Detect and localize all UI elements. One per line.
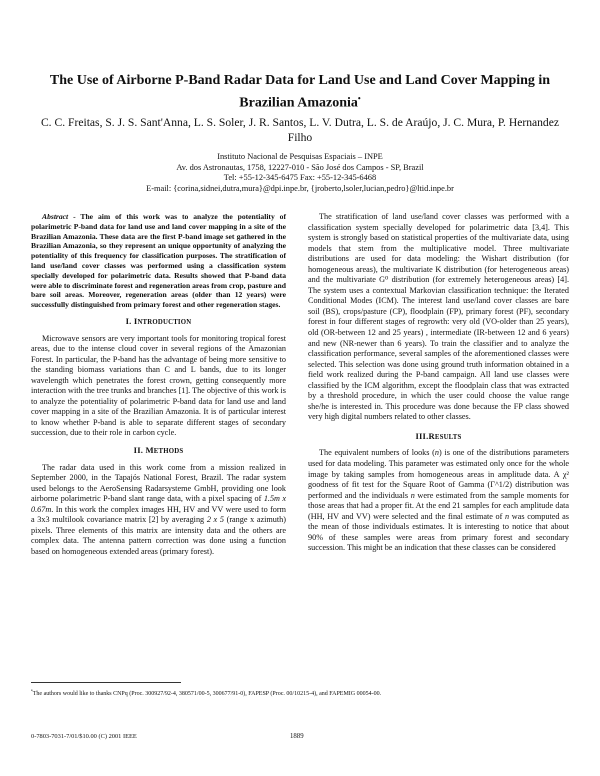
left-column: [31, 212, 286, 557]
footnote: [31, 688, 571, 698]
page-number: 1889: [290, 733, 304, 740]
methods-paragraph: The radar data used in this work come from a mission realized in September 2000, in the Tapajós National Forest, Brazil. The radar system used belongs to the AeroSensing Radarsysteme GmbH, providing one look airborne polarimetric P-band slant range data, with a pixel spacing of 1.5m x 0.67m. In this work the complex images HH, HV and VV were used to form a 3x3 multilook covariance matrix [2] by averaging 2 x 5 (range x azimuth) pixels. Three elements of this matrix are intensity data and the others are complex data. The antenna pattern correction was done using a function based on homogeneous extended areas (primary forest).: [31, 462, 287, 556]
contact-phone: Tel: +55-12-345-6475 Fax: +55-12-345-6468: [223, 173, 377, 183]
classification-paragraph: The stratification of land use/land cover classes was performed with a classification system specially developed for polarimetric data [3,4]. This system is strongly based on statistical properties of the multivariate data, using models that stem from the multiplicative model. Three multivariate distributions are used for data modeling: the Wishart distribution (for homogeneous areas), the multivariate K distribution (for heterogeneous areas) and the multivariate G⁰ distribution (for extremely heterogeneous areas) [4]. The system uses a contextual Markovian classification technique: the Iterated Conditional Modes (ICM). The interest land use/land cover classes are bare soil (BS), crops/pasture (CP), floodplain (FP), primary forest (PF), secondary forest in four different stages of regrowth: very old (VO-older than 25 years), old (OR-between 12 and 25 years) , intermediate (IR-between 12 and 6 years) and new (NR-newer than 6 years). To train the classifier and to analyze the classification performance, several samples of the aforementioned classes were selected. This selection was done using ground truth information obtained in a field work realized during the P-band campaign. All land use classes were classified by the ICM algorithm, except the floodplain class that was extracted by a threshold procedure, in which the user could choose the value range she/he is interested in. This procedure was done because the FP class showed very high digital numbers related to other classes.: [308, 212, 569, 422]
section-heading-results: III.RESULTS: [415, 430, 462, 441]
title-footnote-mark: •: [357, 94, 361, 103]
contact-email: E-mail: {corina,sidnei,dutra,mura}@dpi.inpe.br, {jroberto,lsoler,lucian,pedro}@ltid.inpe.br: [146, 183, 454, 193]
right-column: [308, 212, 569, 554]
averaging-window: 2 x 5: [206, 515, 224, 525]
institute-name: Instituto Nacional de Pesquisas Espaciais – INPE: [217, 152, 383, 161]
pixel-spacing: 1.5m x 0.67m: [31, 494, 287, 514]
results-paragraph: The equivalent numbers of looks (n) is one of the distributions parameters used for data modeling. This parameter was estimated only once for the whole image by taking samples from homogeneous areas in amplitude data. A χ² goodness of fit test for the Square Root of Gamma (Γ^1/2) distribution was performed and the individuals n were estimated from the sample moments for those areas that had a proper fit. At the end 21 samples for each amplitude data (HH, HV and VV) were selected and the final estimate of n was computed as the mean of those individuals estimates. It is interesting to notice that about 90% of these samples were areas from primary forest and secondary succession. This might be an indication that these classes can be considered: [308, 448, 569, 553]
footnote-mark: •: [31, 689, 33, 694]
footnote-text: The authors would like to thanks CNPq (Proc. 300927/92-4, 380571/00-5, 300677/91-0), FAPESP (Proc. 00/10215-4), and FAPEMIG 00054-00.: [32, 691, 382, 697]
copyright-isbn: 0-7803-7031-7/01/$10.00 (C) 2001 IEEE: [31, 733, 137, 740]
institute-address: Av. dos Astronautas, 1758, 12227-010 - São José dos Campos - SP, Brazil: [176, 162, 424, 172]
abstract: [31, 212, 286, 310]
abstract-text: - The aim of this work was to analyze the potentiality of polarimetric P-band data for land use and land cover mapping in a site of the Brazilian Amazonia. These data are the first P-band image set gathered in the Brazilian Amazonia, so they represent an unique opportunity of analyzing the potentiality of this frequency for classification purposes. The stratification of land use/land cover classes was performed using a classification system specially developed for polarimetric data. Results showed that P-band data were able to discriminate forest and regeneration areas from crop, pasture and bare soil areas. Moreover, regeneration areas (older than 12 years) were successfully distinguished from primary forest and other regeneration stages.: [31, 212, 286, 310]
section-heading-methods: II. METHODS: [133, 444, 184, 455]
affiliation-block: [40, 152, 560, 194]
section-heading-introduction: I. INTRODUCTION: [125, 315, 192, 326]
author-list: C. C. Freitas, S. J. S. Sant'Anna, L. S. Soler, J. R. Santos, L. V. Dutra, L. S. de Araújo, J. C. Mura, P. Hernandez Filho: [40, 116, 560, 144]
abstract-lead: Abstract: [42, 212, 69, 221]
introduction-paragraph: Microwave sensors are very important tools for monitoring tropical forest areas, due to the intense cloud cover in several regions of the Amazonian Forest. In particular, the P-band has the advantage of being more sensitive to the standing biomass variations than C and L bands, due to its longer wavelength which penetrates the forest crown, getting consequently more interaction with the tree trunks and branches [1]. The objective of this work is to analyze the potentiality of polarimetric P-band data for land use and land cover mapping in a site of the Brazilian Amazonia. It is of particular interest to know whether P-band is able to separate different stages of secondary succession, due to their role in carbon cycle.: [31, 333, 286, 438]
footnote-rule: [31, 682, 181, 683]
paper-title: The Use of Airborne P-Band Radar Data for Land Use and Land Cover Mapping in Brazilian Amazonia•: [49, 73, 551, 111]
